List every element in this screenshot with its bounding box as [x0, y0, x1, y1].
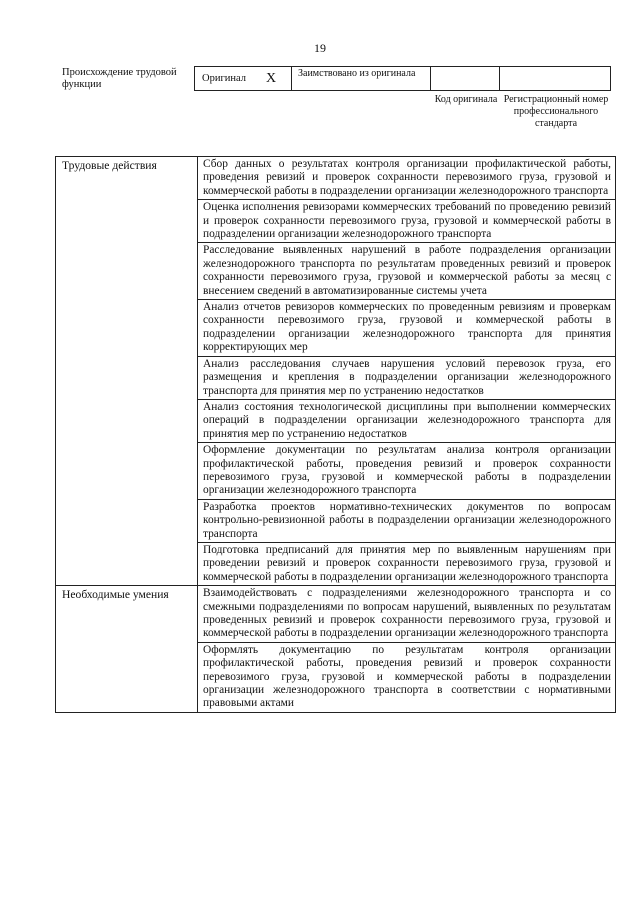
- borrowed-cell: [291, 66, 431, 91]
- section-label: Трудовые действия: [56, 157, 198, 586]
- original-mark: X: [266, 70, 277, 86]
- section-item: Анализ состояния технологической дисциплины при выполнении коммерческих операций в подразделении организации железнодорожного транспорта для принятия мер по устранению недостатков: [198, 399, 616, 442]
- code-label: Код оригинала: [434, 94, 498, 105]
- section-item: Взаимодействовать с подразделениями железнодорожного транспорта и со смежными подразделениями по вопросам нарушений, выявленных по результатам проведенных ревизий и проверок сохранности перевозимого груза, грузовой и коммерческой работы в подразделении организации железнодорожного транспорта: [198, 586, 616, 643]
- original-cell: [194, 66, 292, 91]
- section-item: Оформление документации по результатам анализа контроля организации профилактической работы, проведения ревизий и проверок сохранности перевозимого груза, грузовой и коммерческой работы в подразделении организации железнодорожного транспорта: [198, 443, 616, 500]
- original-label: Оригинал: [202, 73, 246, 84]
- code-cell: [430, 66, 500, 91]
- section-item: Анализ отчетов ревизоров коммерческих по проведенным ревизиям и проверкам сохранности перевозимого груза, грузовой и коммерческой работы в подразделении организации железнодорожного транспорта для принятия корректирующих мер: [198, 300, 616, 357]
- section-label: Необходимые умения: [56, 586, 198, 713]
- table-row: [56, 157, 616, 200]
- section-item: Разработка проектов нормативно-технических документов по вопросам контрольно-ревизионной работы в подразделении организации железнодорожного транспорта: [198, 499, 616, 542]
- reg-number-cell: [499, 66, 611, 91]
- section-item: Расследование выявленных нарушений в работе подразделения организации железнодорожного транспорта по результатам проведенных ревизий и проверок сохранности перевозимого груза, грузовой и коммерческой работы за месяц с внесением сведений в автоматизированные системы учета: [198, 243, 616, 300]
- reg-number-label: Регистрационный номер профессионального стандарта: [503, 94, 609, 129]
- section-item: Подготовка предписаний для принятия мер по выявленным нарушениям при проведении ревизий и проверок сохранности перевозимого груза, грузовой и коммерческой работы в подразделении организации железнодорожного транспорта: [198, 542, 616, 585]
- section-item: Оценка исполнения ревизорами коммерческих требований по проведению ревизий и проверок сохранности перевозимого груза, грузовой и коммерческой работы в подразделении организации железнодорожного транспорта: [198, 200, 616, 243]
- table-row: [56, 586, 616, 643]
- function-table: [55, 156, 616, 713]
- borrowed-label: Заимствовано из оригинала: [298, 68, 416, 79]
- section-item: Оформлять документацию по результатам контроля организации профилактической работы, проведения ревизий и проверок сохранности перевозимого груза, грузовой и коммерческой работы в подразделении организации железнодорожного транспорта в соответствии с нормативными правовыми актами: [198, 642, 616, 712]
- page-number: 19: [314, 41, 326, 55]
- origin-label: Происхождение трудовой функции: [62, 67, 177, 90]
- section-item: Сбор данных о результатах контроля организации профилактической работы, проведения ревизий и проверок сохранности перевозимого груза, грузовой и коммерческой работы в подразделении организации железнодорожного транспорта: [198, 157, 616, 200]
- section-item: Анализ расследования случаев нарушения условий перевозок груза, его размещения и крепления в подразделении организации железнодорожного транспорта для принятия мер по устранению недостатков: [198, 356, 616, 399]
